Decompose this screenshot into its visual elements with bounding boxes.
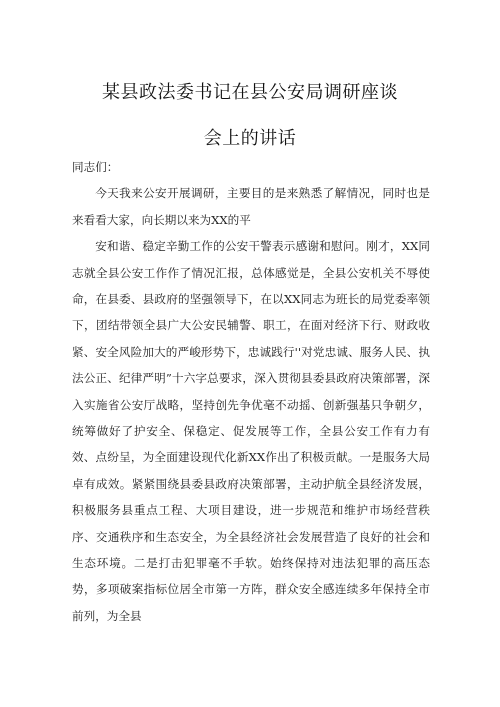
document-body: [72, 154, 430, 629]
document-title-line-1: 某县政法委书记在县公安局调研座谈: [102, 82, 398, 103]
salutation: 同志们：: [72, 160, 119, 174]
document-title-line-2: 会上的讲话: [203, 128, 297, 149]
paragraph-1: 今天我来公安开展调研，主要目的是来熟悉了解情况，同时也是来看看大家，向长期以来为XX的平: [72, 186, 430, 227]
paragraph-2: 安和谐、稳定辛勤工作的公安干警表示感谢和慰问。刚才，XX同志就全县公安工作作了情况汇报，总体感觉是，全县公安机关不辱使命，在县委、县政府的坚强领导下，在以XX同志为班长的局党委率领下，团结带领全县广大公安民辅警、职工，在面对经济下行、财政收紧、安全风险加大的严峻形势下，忠诚践行''对党忠诚、服务人民、执法公正、纪律严明”十六字总要求，深入贯彻县委县政府决策部署，深入实施省公安厅战略，坚持创先争优毫不动摇、创新强基只争朝夕，统筹做好了护安全、保稳定、促发展等工作，全县公安工作有力有效、点纷呈，为全面建设现代化新XX作出了积极贡献。一是服务大局卓有成效。紧紧围绕县委县政府决策部署，主动护航全县经济发展，积极服务县重点工程、大项目建设，进一步规范和维护市场经营秩序、交通秩序和生态安全，为全县经济社会发展营造了良好的社会和生态环境。二是打击犯罪毫不手软。始终保持对违法犯罪的高压态势，多项破案指标位居全市第一方阵，群众安全感连续多年保持全市前列，为全县: [72, 239, 430, 623]
